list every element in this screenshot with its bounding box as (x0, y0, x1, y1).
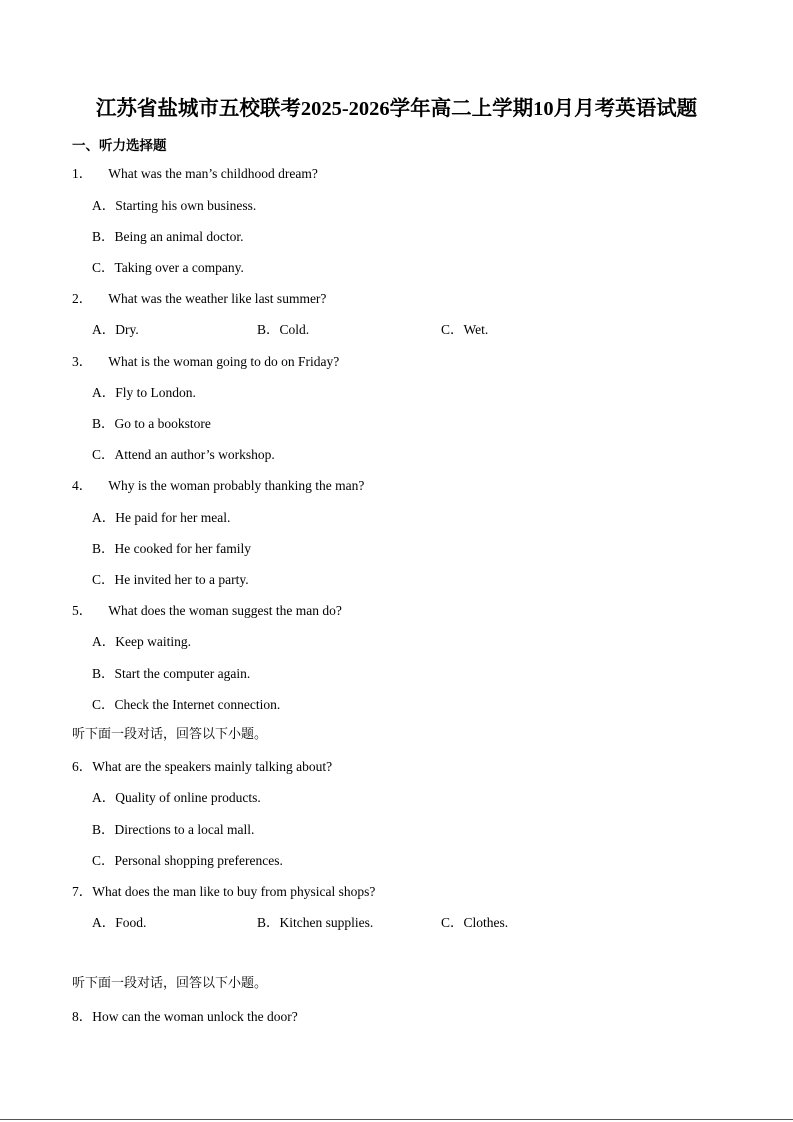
question-text: Why is the woman probably thanking the man? (108, 478, 365, 493)
options-row-2 (0, 321, 793, 339)
option-1a: A．Starting his own business. (92, 198, 257, 213)
question-3 (72, 353, 339, 371)
question-5 (72, 602, 342, 620)
question-number: 7． (72, 884, 93, 899)
dialogue-instruction: 听下面一段对话，回答以下小题。 (72, 727, 268, 742)
option-2b: B．Cold. (257, 322, 310, 337)
question-number: 1． (72, 166, 93, 181)
question-number: 4． (72, 478, 93, 493)
option-4b: B．He cooked for her family (92, 541, 251, 556)
dialogue-instruction-2: 听下面一段对话，回答以下小题。 (72, 976, 268, 991)
option-1c: C．Taking over a company. (92, 260, 244, 275)
option-6c: C．Personal shopping preferences. (92, 853, 283, 868)
option-3c: C．Attend an author’s workshop. (92, 447, 275, 462)
options-row-7 (0, 914, 793, 932)
question-8 (72, 1008, 298, 1026)
question-text: What does the woman suggest the man do? (108, 603, 342, 618)
question-4 (72, 477, 364, 495)
option-5c: C．Check the Internet connection. (92, 697, 281, 712)
question-7 (72, 883, 375, 901)
option-4a: A．He paid for her meal. (92, 510, 231, 525)
option-6a: A．Quality of online products. (92, 790, 261, 805)
question-text: What are the speakers mainly talking about? (92, 759, 333, 774)
question-number: 5． (72, 603, 93, 618)
page-title: 江苏省盐城市五校联考2025-2026学年高二上学期10月月考英语试题 (95, 98, 698, 120)
option-7c: C．Clothes. (441, 915, 509, 930)
option-7b: B．Kitchen supplies. (257, 915, 374, 930)
question-number: 2． (72, 291, 93, 306)
question-2 (72, 290, 326, 308)
question-6 (72, 758, 332, 776)
question-text: What was the man’s childhood dream? (108, 166, 318, 181)
question-text: How can the woman unlock the door? (92, 1009, 298, 1024)
section-heading-listening: 一、听力选择题 (72, 138, 167, 154)
option-7a: A．Food. (92, 915, 147, 930)
question-text: What is the woman going to do on Friday? (108, 354, 340, 369)
question-1 (72, 165, 318, 183)
question-number: 8． (72, 1009, 93, 1024)
option-2c: C．Wet. (441, 322, 489, 337)
option-3a: A．Fly to London. (92, 385, 196, 400)
option-5b: B．Start the computer again. (92, 666, 251, 681)
question-number: 6． (72, 759, 93, 774)
option-2a: A．Dry. (92, 322, 139, 337)
option-1b: B．Being an animal doctor. (92, 229, 244, 244)
option-4c: C．He invited her to a party. (92, 572, 249, 587)
option-6b: B．Directions to a local mall. (92, 822, 255, 837)
option-5a: A．Keep waiting. (92, 634, 191, 649)
question-text: What does the man like to buy from physical shops? (92, 884, 376, 899)
option-3b: B．Go to a bookstore (92, 416, 211, 431)
question-text: What was the weather like last summer? (108, 291, 327, 306)
question-number: 3． (72, 354, 93, 369)
page-bottom-rule (0, 1119, 793, 1120)
